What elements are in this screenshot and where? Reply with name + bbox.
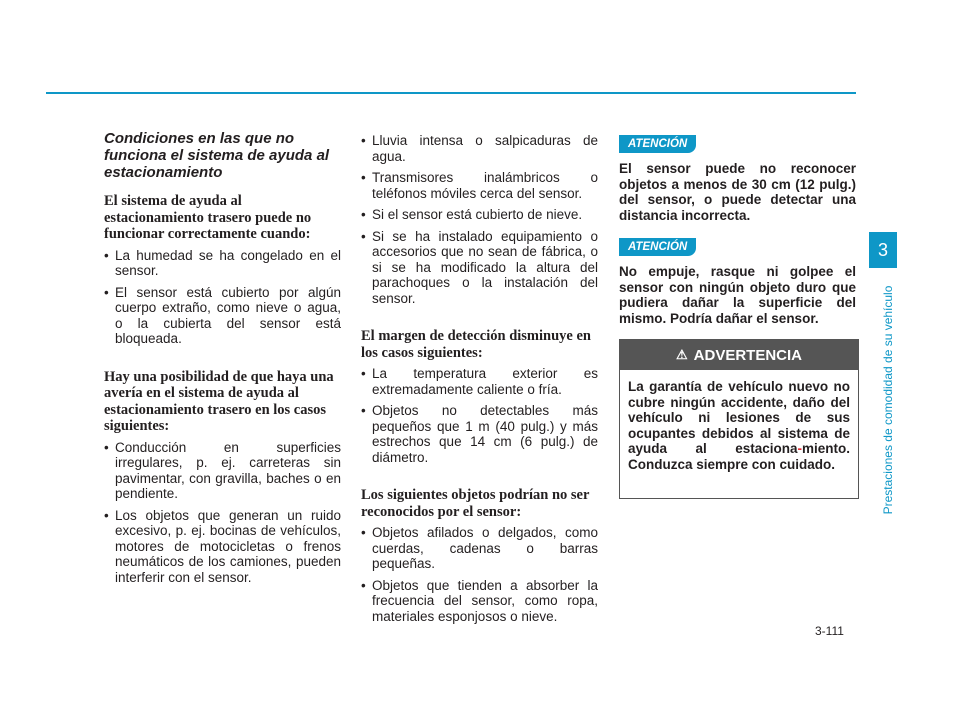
section-title: Condiciones en las que no funciona el sistema de ayuda al estacionamiento bbox=[104, 130, 330, 181]
warning-title: ADVERTENCIA bbox=[693, 346, 802, 364]
column-3 bbox=[619, 134, 856, 340]
caution-badge: ATENCIÓN bbox=[619, 135, 696, 153]
subhead-objects: Los siguientes objetos podrían no ser reconocidos por el sensor: bbox=[361, 487, 590, 520]
warning-box bbox=[619, 339, 859, 499]
list-item: • La humedad se ha congelado en el sensor. bbox=[104, 248, 341, 279]
warning-triangle-icon: ⚠ bbox=[676, 347, 688, 362]
warning-header bbox=[620, 340, 858, 370]
warning-text: La garantía de vehículo nuevo no cubre ningún accidente, daño del vehículo ni lesiones de sus ocupantes debidos al sistema de ayuda al estaciona-miento. Conduzca siempre con cuidado. bbox=[628, 379, 850, 472]
bullet-list bbox=[361, 525, 598, 624]
list-item: • Objetos afilados o delgados, como cuerdas, cadenas o barras pequeñas. bbox=[361, 525, 598, 572]
page-number: 3-111 bbox=[815, 624, 844, 638]
list-item: • La temperatura exterior es extremadamente caliente o fría. bbox=[361, 366, 598, 397]
bullet-list bbox=[361, 366, 598, 465]
caution-text: El sensor puede no reconocer objetos a menos de 30 cm (12 pulg.) del sensor, o puede detectar una distancia incorrecta. bbox=[619, 161, 856, 223]
list-item: • Lluvia intensa o salpicaduras de agua. bbox=[361, 133, 598, 164]
chapter-tab: 3 bbox=[869, 232, 897, 268]
bullet-list bbox=[361, 133, 598, 306]
caution-badge: ATENCIÓN bbox=[619, 238, 696, 256]
subhead-range: El margen de detección disminuye en los casos siguientes: bbox=[361, 328, 591, 361]
subhead-failure: Hay una posibilidad de que haya una avería en el sistema de ayuda al estacionamiento trasero en los casos siguientes: bbox=[104, 368, 334, 434]
list-item: • Transmisores inalámbricos o teléfonos móviles cerca del sensor. bbox=[361, 170, 598, 201]
list-item: • El sensor está cubierto por algún cuerpo extraño, como nieve o agua, o la cubierta del sensor está bloqueada. bbox=[104, 285, 341, 347]
caution-text: No empuje, rasque ni golpee el sensor con ningún objeto duro que pudiera dañar la superficie del mismo. Podría dañar el sensor. bbox=[619, 264, 856, 326]
column-2 bbox=[361, 133, 598, 630]
hyphen: - bbox=[797, 441, 802, 456]
list-item: • Objetos no detectables más pequeños que 1 m (40 pulg.) y más estrechos que 14 cm (6 pulg.) de diámetro. bbox=[361, 403, 598, 465]
list-item: • Objetos que tienden a absorber la frecuencia del sensor, como ropa, materiales esponjosos o nieve. bbox=[361, 578, 598, 625]
list-item: • Conducción en superficies irregulares, p. ej. carreteras sin pavimentar, con gravilla, baches o en pendiente. bbox=[104, 440, 341, 502]
subhead-malfunction: El sistema de ayuda al estacionamiento trasero puede no funcionar correctamente cuando: bbox=[104, 193, 312, 242]
list-item: • Los objetos que generan un ruido excesivo, p. ej. bocinas de vehículos, motores de motocicletas o frenos neumáticos de los camiones, pueden interferir con el sensor. bbox=[104, 508, 341, 586]
list-item: • Si se ha instalado equipamiento o accesorios que no sean de fábrica, o si se ha modificado la altura del parachoques o la instalación del sensor. bbox=[361, 229, 598, 307]
bullet-list bbox=[104, 440, 341, 586]
list-item: • Si el sensor está cubierto de nieve. bbox=[361, 207, 598, 223]
bullet-list bbox=[104, 248, 341, 347]
column-1 bbox=[104, 130, 341, 591]
top-rule bbox=[46, 92, 856, 94]
chapter-title: Prestaciones de comodidad de su vehículo bbox=[881, 285, 895, 515]
